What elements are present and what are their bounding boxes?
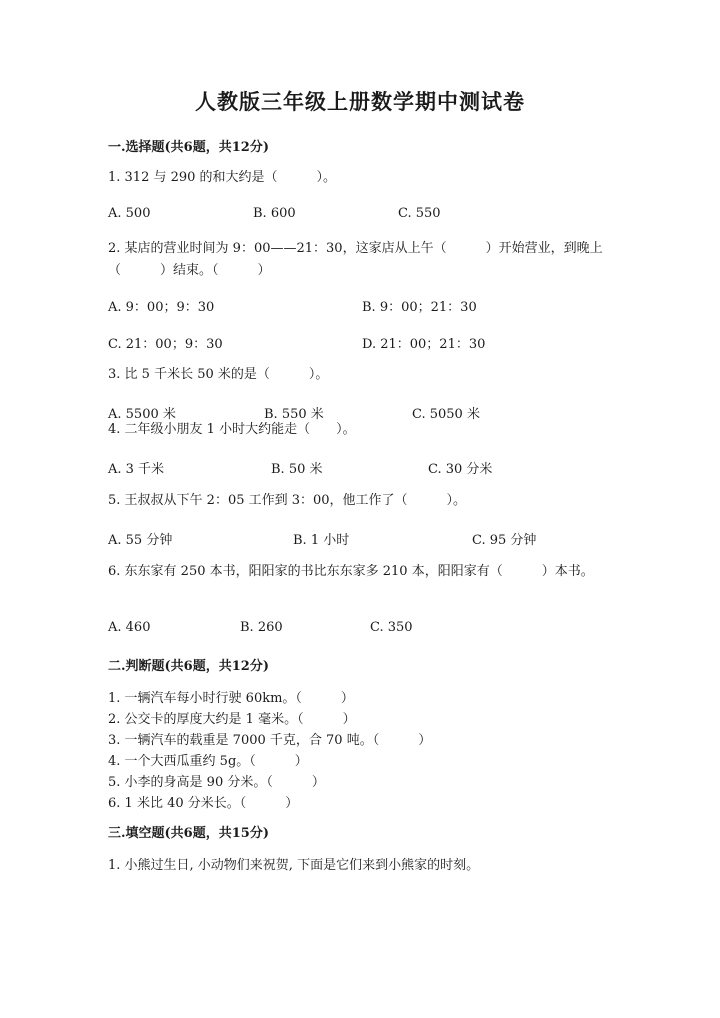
option-1-1-a: A. 500 <box>108 206 151 221</box>
fill-item-1: 1. 小熊过生日, 小动物们来祝贺, 下面是它们来到小熊家的时刻。 <box>108 858 480 873</box>
question-1-1: 1. 312 与 290 的和大约是（ ）。 <box>108 170 337 185</box>
judge-item-6: 6. 1 米比 40 分米长。（ ） <box>108 796 299 811</box>
option-1-2-b: B. 9：00；21：30 <box>362 300 477 315</box>
option-1-3-a: A. 5500 米 <box>108 407 176 422</box>
option-1-2-c: C. 21：00；9：30 <box>108 337 223 352</box>
section-3-heading: 三.填空题(共6题，共15分) <box>108 826 269 841</box>
question-1-3: 3. 比 5 千米长 50 米的是（ ）。 <box>108 367 329 382</box>
judge-item-5: 5. 小李的身高是 90 分米。（ ） <box>108 775 325 790</box>
option-1-5-a: A. 55 分钟 <box>108 533 173 548</box>
option-1-2-d: D. 21：00；21：30 <box>362 337 486 352</box>
option-1-6-a: A. 460 <box>108 620 151 635</box>
option-1-1-b: B. 600 <box>253 206 296 221</box>
section-2-heading: 二.判断题(共6题，共12分) <box>108 659 269 674</box>
option-1-3-c: C. 5050 米 <box>412 407 480 422</box>
judge-item-4: 4. 一个大西瓜重约 5g。（ ） <box>108 754 308 769</box>
option-1-3-b: B. 550 米 <box>264 407 324 422</box>
option-1-1-c: C. 550 <box>398 206 441 221</box>
option-1-6-c: C. 350 <box>370 620 413 635</box>
judge-item-3: 3. 一辆汽车的载重是 7000 千克，合 70 吨。（ ） <box>108 733 432 748</box>
judge-item-2: 2. 公交卡的厚度大约是 1 毫米。（ ） <box>108 712 356 727</box>
question-1-6: 6. 东东家有 250 本书，阳阳家的书比东东家多 210 本，阳阳家有（ ）本书。 <box>108 564 594 579</box>
section-1-heading: 一.选择题(共6题，共12分) <box>108 140 269 155</box>
page-title: 人教版三年级上册数学期中测试卷 <box>195 89 525 114</box>
option-1-2-a: A. 9：00；9：30 <box>108 300 215 315</box>
judge-list <box>108 688 431 814</box>
option-1-5-c: C. 95 分钟 <box>472 533 537 548</box>
option-1-4-b: B. 50 米 <box>271 462 323 477</box>
option-1-5-b: B. 1 小时 <box>293 533 350 548</box>
question-1-2: 2. 某店的营业时间为 9：00——21：30，这家店从上午（ ）开始营业，到晚上（ ）结束。（ ） <box>108 241 603 278</box>
question-1-4: 4. 二年级小朋友 1 小时大约能走（ ）。 <box>108 422 356 437</box>
option-1-4-a: A. 3 千米 <box>108 462 165 477</box>
option-1-4-c: C. 30 分米 <box>428 462 493 477</box>
option-1-6-b: B. 260 <box>240 620 283 635</box>
judge-item-1: 1. 一辆汽车每小时行驶 60km。（ ） <box>108 691 354 706</box>
question-1-5: 5. 王叔叔从下午 2：05 工作到 3：00，他工作了（ ）。 <box>108 493 467 508</box>
